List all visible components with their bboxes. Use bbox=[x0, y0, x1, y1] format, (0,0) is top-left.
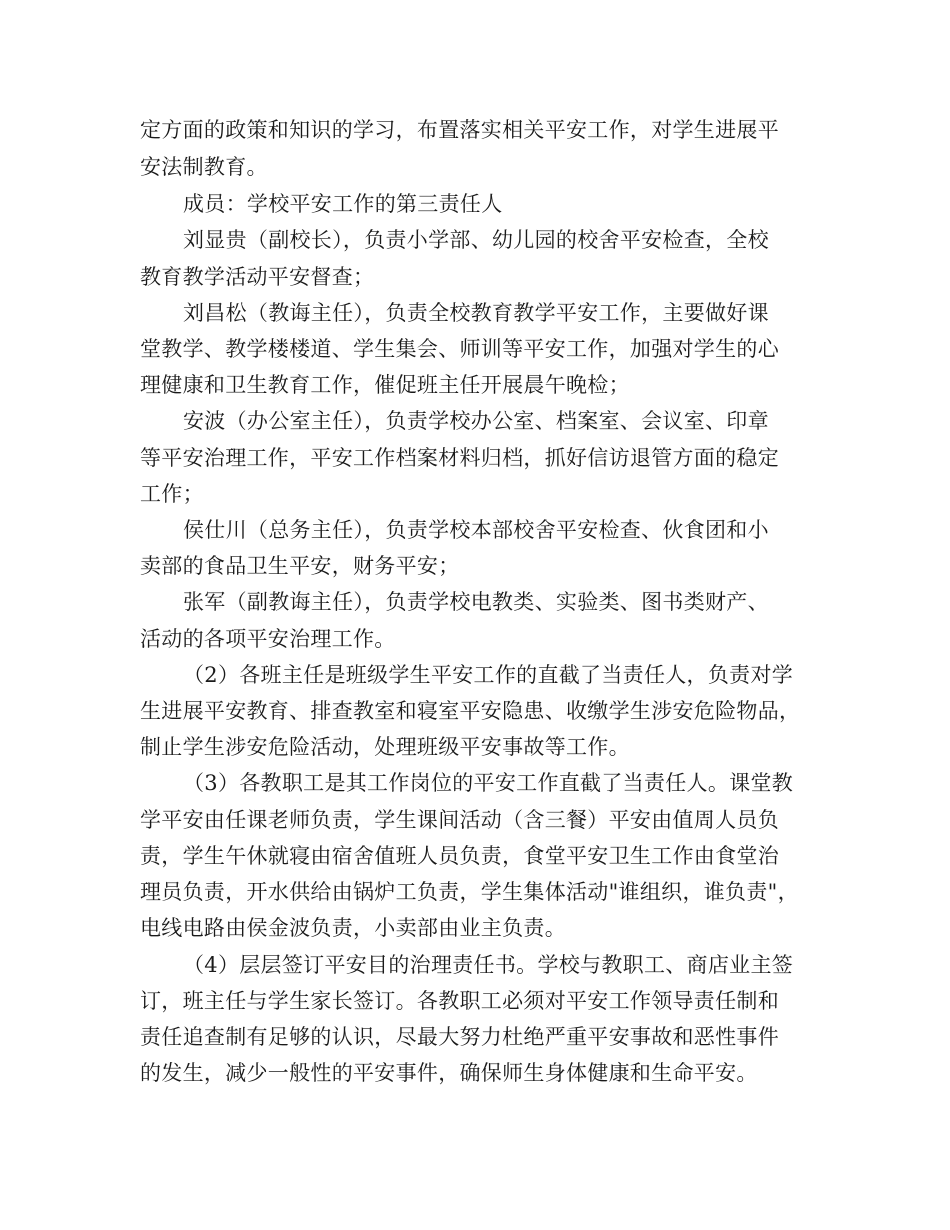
text-line: 的发生，减少一般性的平安事件，确保师生身体健康和生命平安。 bbox=[140, 1061, 758, 1085]
text-line: 刘显贵（副校长），负责小学部、幼儿园的校舍平安检查，全校 bbox=[183, 228, 769, 252]
text-line: 责任追查制有足够的认识，尽最大努力杜绝严重平安事故和恶性事件 bbox=[140, 1025, 779, 1049]
text-line: 安法制教育。 bbox=[140, 155, 268, 179]
text-line: 学平安由任课老师负责，学生课间活动（含三餐）平安由值周人员负 bbox=[140, 808, 779, 832]
text-line: 堂教学、教学楼楼道、学生集会、师训等平安工作，加强对学生的心 bbox=[140, 337, 779, 361]
text-line: （3）各教职工是其工作岗位的平安工作直截了当责任人。课堂教 bbox=[183, 771, 794, 795]
text-line: 电线电路由侯金波负责，小卖部由业主负责。 bbox=[140, 916, 566, 940]
text-line: 等平安治理工作，平安工作档案材料归档，抓好信访退管方面的稳定 bbox=[140, 446, 779, 470]
text-line: 卖部的食品卫生平安，财务平安； bbox=[140, 554, 460, 578]
text-line: 理健康和卫生教育工作，催促班主任开展晨午晚检； bbox=[140, 373, 630, 397]
text-line: 成员：学校平安工作的第三责任人 bbox=[183, 192, 503, 216]
text-line: 责，学生午休就寝由宿舍值班人员负责，食堂平安卫生工作由食堂治 bbox=[140, 844, 779, 868]
text-line: 理员负责，开水供给由锅炉工负责，学生集体活动"谁组织，谁负责"， bbox=[140, 880, 799, 904]
text-line: （4）层层签订平安目的治理责任书。学校与教职工、商店业主签 bbox=[183, 953, 794, 977]
text-line: 侯仕川（总务主任），负责学校本部校舍平安检查、伙食团和小 bbox=[183, 518, 769, 542]
text-line: 工作； bbox=[140, 482, 204, 506]
text-line: 定方面的政策和知识的学习，布置落实相关平安工作，对学生进展平 bbox=[140, 118, 779, 142]
text-line: 刘昌松（教诲主任），负责全校教育教学平安工作，主要做好课 bbox=[183, 301, 769, 325]
text-line: 订，班主任与学生家长签订。各教职工必须对平安工作领导责任制和 bbox=[140, 989, 779, 1013]
text-line: （2）各班主任是班级学生平安工作的直截了当责任人，负责对学 bbox=[183, 663, 794, 687]
text-line: 活动的各项平安治理工作。 bbox=[140, 627, 396, 651]
text-line: 张军（副教诲主任），负责学校电教类、实验类、图书类财产、 bbox=[183, 590, 769, 614]
text-line: 生进展平安教育、排查教室和寝室平安隐患、收缴学生涉安危险物品， bbox=[140, 699, 801, 723]
text-line: 制止学生涉安危险活动，处理班级平安事故等工作。 bbox=[140, 735, 630, 759]
text-line: 教育教学活动平安督查； bbox=[140, 265, 375, 289]
text-line: 安波（办公室主任），负责学校办公室、档案室、会议室、印章 bbox=[183, 409, 769, 433]
